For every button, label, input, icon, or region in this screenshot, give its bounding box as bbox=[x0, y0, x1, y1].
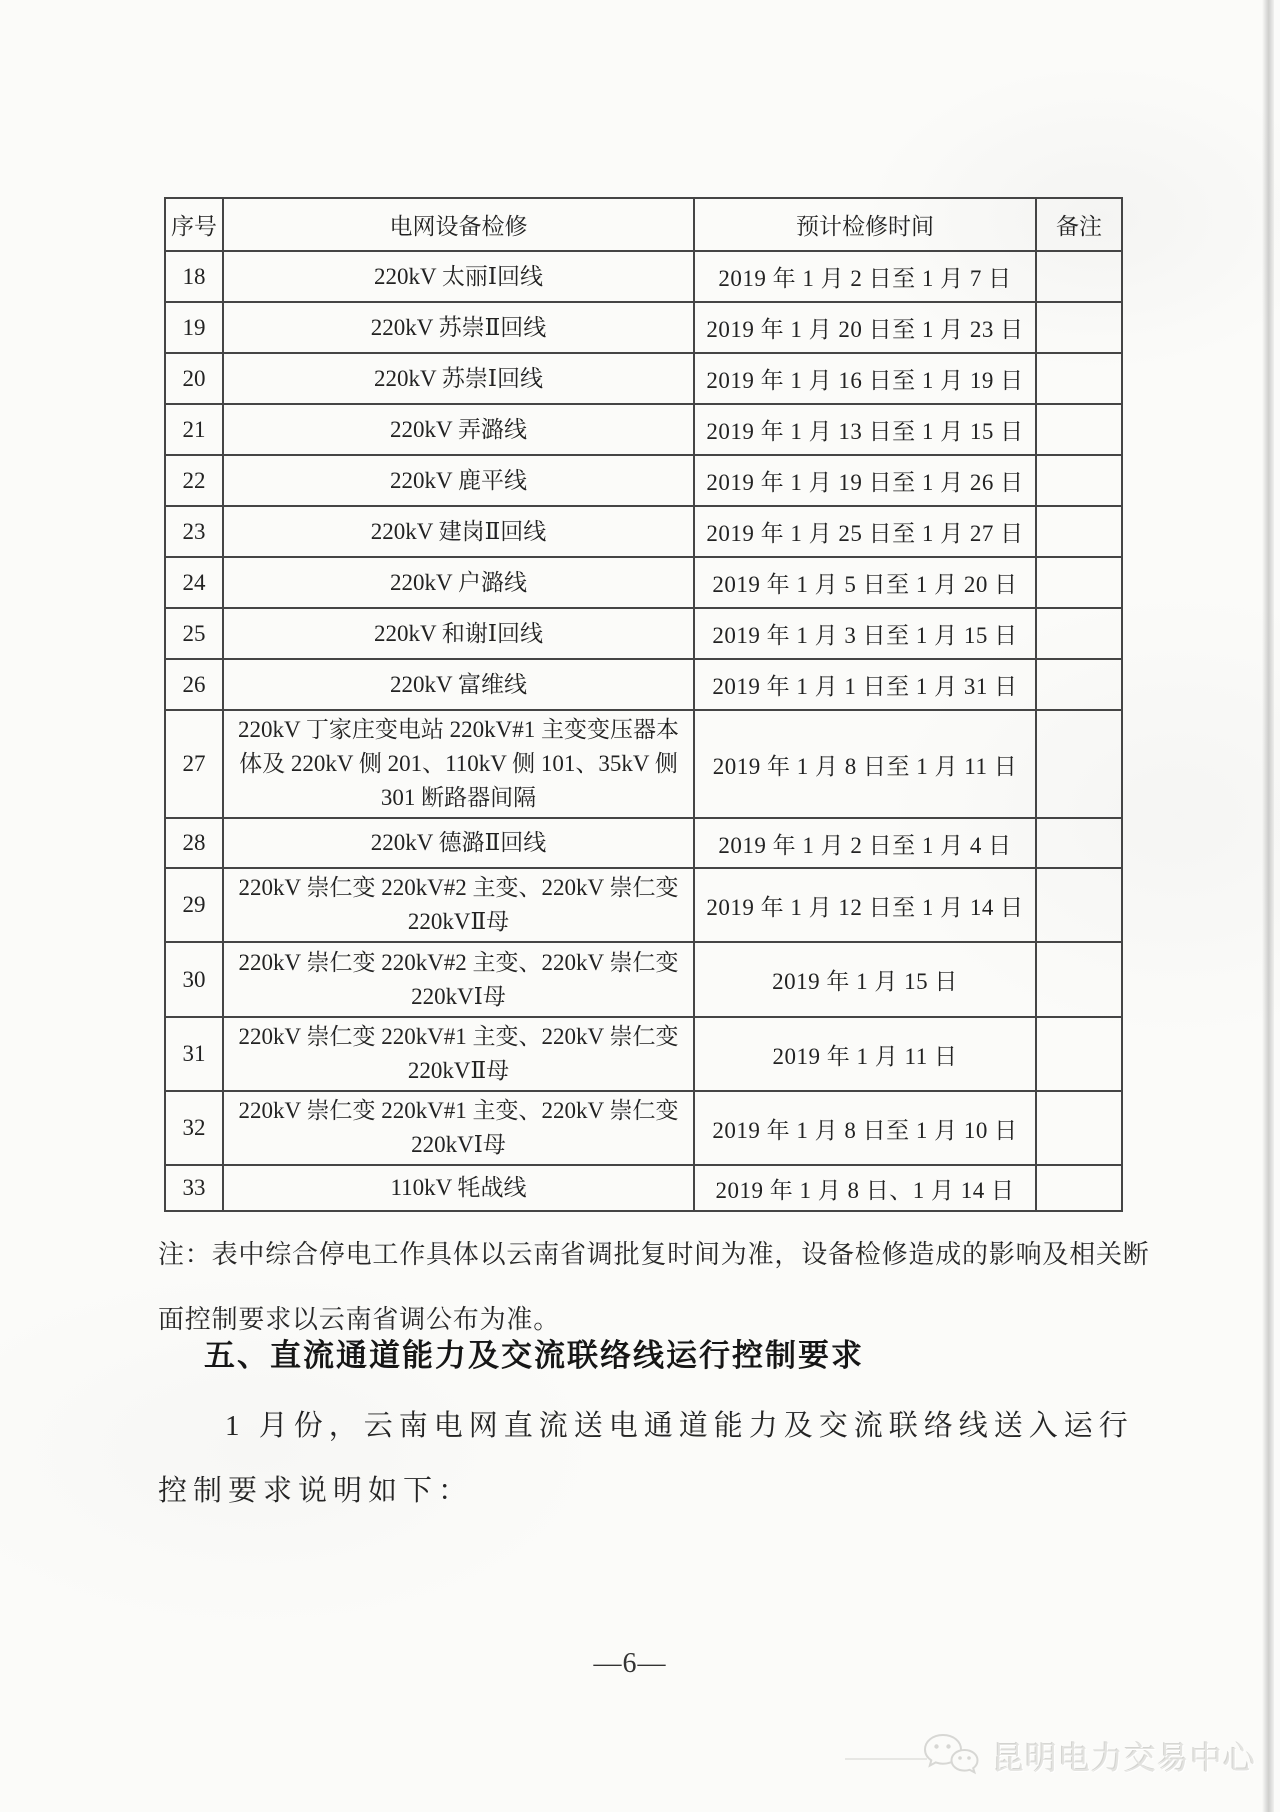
table-row bbox=[165, 659, 1122, 710]
time-cell: 2019 年 1 月 11 日 bbox=[694, 1017, 1036, 1091]
table-row bbox=[165, 302, 1122, 353]
remark-cell bbox=[1036, 404, 1122, 455]
column-header-no: 序号 bbox=[165, 198, 223, 251]
page-number: —6— bbox=[593, 1648, 667, 1679]
remark-cell bbox=[1036, 455, 1122, 506]
remark-cell bbox=[1036, 608, 1122, 659]
remark-cell bbox=[1036, 302, 1122, 353]
table-row bbox=[165, 404, 1122, 455]
equipment-cell: 220kV 苏崇Ⅱ回线 bbox=[223, 302, 694, 353]
equipment-cell: 220kV 丁家庄变电站 220kV#1 主变变压器本体及 220kV 侧 201、110kV 侧 101、35kV 侧 301 断路器间隔 bbox=[223, 710, 694, 818]
time-cell: 2019 年 1 月 8 日、1 月 14 日 bbox=[694, 1165, 1036, 1211]
row-number-cell: 18 bbox=[165, 251, 223, 302]
footnote-line: 注：表中综合停电工作具体以云南省调批复时间为准，设备检修造成的影响及相关断 bbox=[158, 1240, 1150, 1269]
table-row bbox=[165, 1017, 1122, 1091]
row-number-cell: 24 bbox=[165, 557, 223, 608]
row-number-cell: 23 bbox=[165, 506, 223, 557]
remark-cell bbox=[1036, 710, 1122, 818]
watermark bbox=[922, 1732, 1256, 1780]
table-row bbox=[165, 557, 1122, 608]
row-number-cell: 33 bbox=[165, 1165, 223, 1211]
equipment-cell: 220kV 富维线 bbox=[223, 659, 694, 710]
time-cell: 2019 年 1 月 16 日至 1 月 19 日 bbox=[694, 353, 1036, 404]
row-number-cell: 28 bbox=[165, 818, 223, 868]
paragraph-line: 1 月份，云南电网直流送电通道能力及交流联络线送入运行 bbox=[225, 1410, 1134, 1442]
time-cell: 2019 年 1 月 13 日至 1 月 15 日 bbox=[694, 404, 1036, 455]
remark-cell bbox=[1036, 557, 1122, 608]
remark-cell bbox=[1036, 251, 1122, 302]
footnote-line: 面控制要求以云南省调公布为准。 bbox=[158, 1305, 561, 1334]
equipment-cell: 220kV 崇仁变 220kV#2 主变、220kV 崇仁变 220kVⅠ母 bbox=[223, 942, 694, 1017]
scan-edge-shadow bbox=[1262, 0, 1274, 1812]
time-cell: 2019 年 1 月 19 日至 1 月 26 日 bbox=[694, 455, 1036, 506]
time-cell: 2019 年 1 月 1 日至 1 月 31 日 bbox=[694, 659, 1036, 710]
row-number-cell: 29 bbox=[165, 868, 223, 942]
table-row bbox=[165, 868, 1122, 942]
equipment-cell: 220kV 苏崇Ⅰ回线 bbox=[223, 353, 694, 404]
equipment-cell: 220kV 德潞Ⅱ回线 bbox=[223, 818, 694, 868]
remark-cell bbox=[1036, 868, 1122, 942]
time-cell: 2019 年 1 月 20 日至 1 月 23 日 bbox=[694, 302, 1036, 353]
remark-cell bbox=[1036, 818, 1122, 868]
equipment-cell: 220kV 崇仁变 220kV#1 主变、220kV 崇仁变 220kVⅠ母 bbox=[223, 1091, 694, 1165]
remark-cell bbox=[1036, 659, 1122, 710]
row-number-cell: 31 bbox=[165, 1017, 223, 1091]
table-row bbox=[165, 251, 1122, 302]
time-cell: 2019 年 1 月 15 日 bbox=[694, 942, 1036, 1017]
time-cell: 2019 年 1 月 3 日至 1 月 15 日 bbox=[694, 608, 1036, 659]
row-number-cell: 32 bbox=[165, 1091, 223, 1165]
maintenance-table bbox=[164, 197, 1123, 1212]
table-row bbox=[165, 942, 1122, 1017]
time-cell: 2019 年 1 月 25 日至 1 月 27 日 bbox=[694, 506, 1036, 557]
remark-cell bbox=[1036, 1165, 1122, 1211]
row-number-cell: 19 bbox=[165, 302, 223, 353]
remark-cell bbox=[1036, 1091, 1122, 1165]
table-row bbox=[165, 353, 1122, 404]
table-row bbox=[165, 1165, 1122, 1211]
table-row bbox=[165, 710, 1122, 818]
row-number-cell: 26 bbox=[165, 659, 223, 710]
table-header-row bbox=[165, 198, 1122, 251]
row-number-cell: 30 bbox=[165, 942, 223, 1017]
time-cell: 2019 年 1 月 12 日至 1 月 14 日 bbox=[694, 868, 1036, 942]
wechat-chat-bubbles-icon bbox=[922, 1732, 980, 1780]
equipment-cell: 220kV 太丽Ⅰ回线 bbox=[223, 251, 694, 302]
time-cell: 2019 年 1 月 5 日至 1 月 20 日 bbox=[694, 557, 1036, 608]
column-header-remark: 备注 bbox=[1036, 198, 1122, 251]
remark-cell bbox=[1036, 353, 1122, 404]
watermark-label: 昆明电力交易中心 bbox=[992, 1740, 1257, 1776]
remark-cell bbox=[1036, 942, 1122, 1017]
table-row bbox=[165, 455, 1122, 506]
row-number-cell: 21 bbox=[165, 404, 223, 455]
equipment-cell: 110kV 牦战线 bbox=[223, 1165, 694, 1211]
watermark-divider bbox=[845, 1758, 927, 1760]
equipment-cell: 220kV 户潞线 bbox=[223, 557, 694, 608]
equipment-cell: 220kV 鹿平线 bbox=[223, 455, 694, 506]
equipment-cell: 220kV 建岗Ⅱ回线 bbox=[223, 506, 694, 557]
remark-cell bbox=[1036, 1017, 1122, 1091]
table-row bbox=[165, 1091, 1122, 1165]
equipment-cell: 220kV 崇仁变 220kV#2 主变、220kV 崇仁变 220kVⅡ母 bbox=[223, 868, 694, 942]
equipment-cell: 220kV 崇仁变 220kV#1 主变、220kV 崇仁变 220kVⅡ母 bbox=[223, 1017, 694, 1091]
paragraph-line: 控制要求说明如下： bbox=[158, 1475, 474, 1507]
column-header-time: 预计检修时间 bbox=[694, 198, 1036, 251]
time-cell: 2019 年 1 月 8 日至 1 月 11 日 bbox=[694, 710, 1036, 818]
section-heading: 五、直流通道能力及交流联络线运行控制要求 bbox=[204, 1338, 864, 1373]
time-cell: 2019 年 1 月 8 日至 1 月 10 日 bbox=[694, 1091, 1036, 1165]
table-row bbox=[165, 506, 1122, 557]
row-number-cell: 20 bbox=[165, 353, 223, 404]
time-cell: 2019 年 1 月 2 日至 1 月 7 日 bbox=[694, 251, 1036, 302]
row-number-cell: 25 bbox=[165, 608, 223, 659]
equipment-cell: 220kV 和谢Ⅰ回线 bbox=[223, 608, 694, 659]
table-row bbox=[165, 818, 1122, 868]
remark-cell bbox=[1036, 506, 1122, 557]
table-row bbox=[165, 608, 1122, 659]
row-number-cell: 22 bbox=[165, 455, 223, 506]
row-number-cell: 27 bbox=[165, 710, 223, 818]
time-cell: 2019 年 1 月 2 日至 1 月 4 日 bbox=[694, 818, 1036, 868]
column-header-equipment: 电网设备检修 bbox=[223, 198, 694, 251]
equipment-cell: 220kV 弄潞线 bbox=[223, 404, 694, 455]
